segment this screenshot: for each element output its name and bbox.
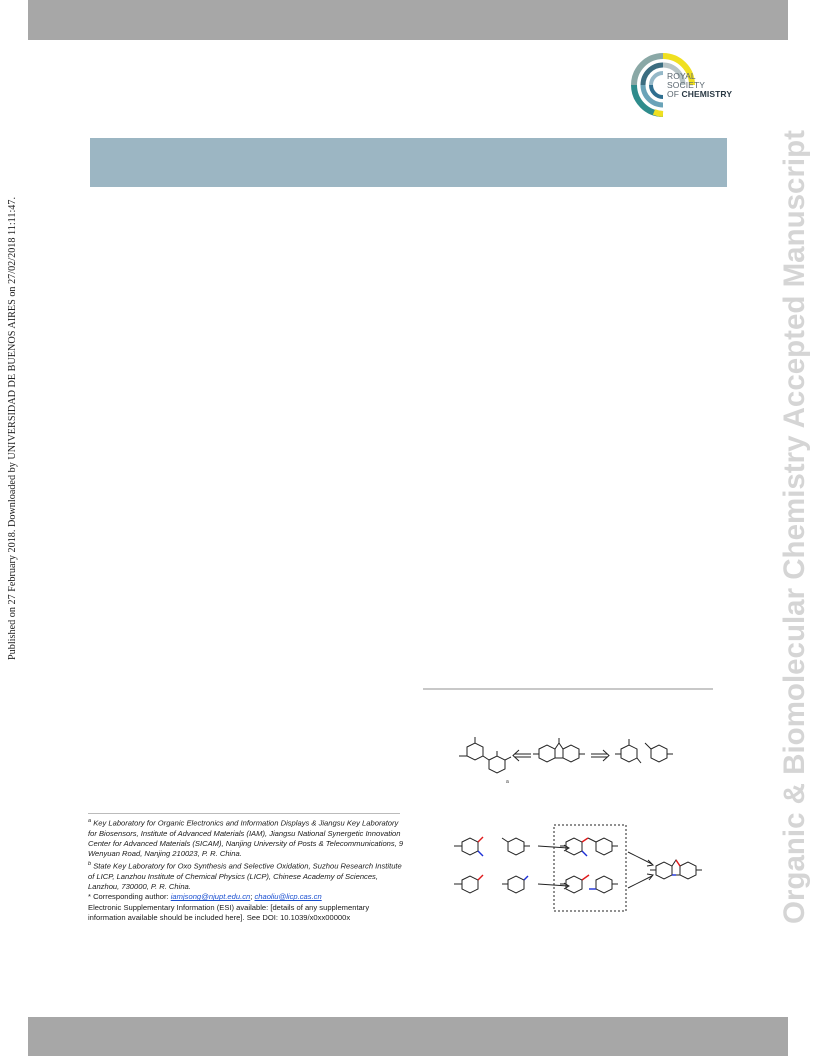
footnote-rule [88, 813, 400, 814]
corresponding-prefix: * Corresponding author: [88, 892, 171, 902]
footnote-affiliation-a [88, 816, 408, 859]
logo-line1: ROYAL SOCIETY [667, 71, 706, 90]
scheme-label: a [506, 779, 509, 785]
footnote-text-a: Key Laboratory for Organic Electronics and Information Displays & Jiangsu Key Laboratory for Biosensors, Institute of Advanced Materials (IAM), Jiangsu National Synergetic Innovation Center for Advanced Materials (SICAM), Nanjing University of Posts & Telecommunications, 9 Wenyuan Road, Nanjing 210023, P. R. China. [88, 818, 404, 859]
email-link-1[interactable]: iamjsong@njupt.edu.cn [170, 892, 251, 902]
rsc-logo-text [667, 72, 734, 99]
coupling-routes-graphic [448, 822, 708, 914]
logo-line2 [667, 90, 734, 99]
retrosynthesis-graphic [455, 735, 690, 775]
journal-watermark: Organic & Biomolecular Chemistry Accepted Manuscript [778, 130, 811, 925]
scheme-coupling-routes [448, 822, 708, 919]
column-rule [423, 688, 713, 690]
logo-line2-strong: CHEMISTRY [681, 89, 733, 99]
scheme-retrosynthesis [455, 735, 690, 780]
footer-bar [28, 1017, 788, 1056]
esi-note: Electronic Supplementary Information (ESI) available: [details of any supplementary information available should be included here]. See DOI: 10.1039/x0xx00000x [88, 902, 370, 922]
footnote-marker-b: b [88, 861, 92, 868]
email-link-2[interactable]: chaoliu@licp.cas.cn [254, 892, 322, 902]
rsc-logo [630, 52, 734, 118]
header-bar [28, 0, 788, 40]
logo-line2-prefix: OF [667, 89, 680, 99]
title-band [90, 138, 727, 187]
footnote-marker-a: a [88, 818, 92, 824]
footnote-text-b: State Key Laboratory for Oxo Synthesis and Selective Oxidation, Suzhou Research Institute of LICP, Lanzhou Institute of Chemical Physics (LICP), Chinese Academy of Sciences, Lanzhou, 730000, P. R. China. [88, 861, 402, 892]
footnotes [88, 816, 408, 923]
download-stamp: Published on 27 February 2018. Downloaded by UNIVERSIDAD DE BUENOS AIRES on 27/02/2018 11:11:47. [7, 196, 18, 660]
corresponding-separator: ; [250, 892, 255, 902]
corresponding-author [88, 892, 408, 902]
footnote-affiliation-b [88, 859, 408, 892]
